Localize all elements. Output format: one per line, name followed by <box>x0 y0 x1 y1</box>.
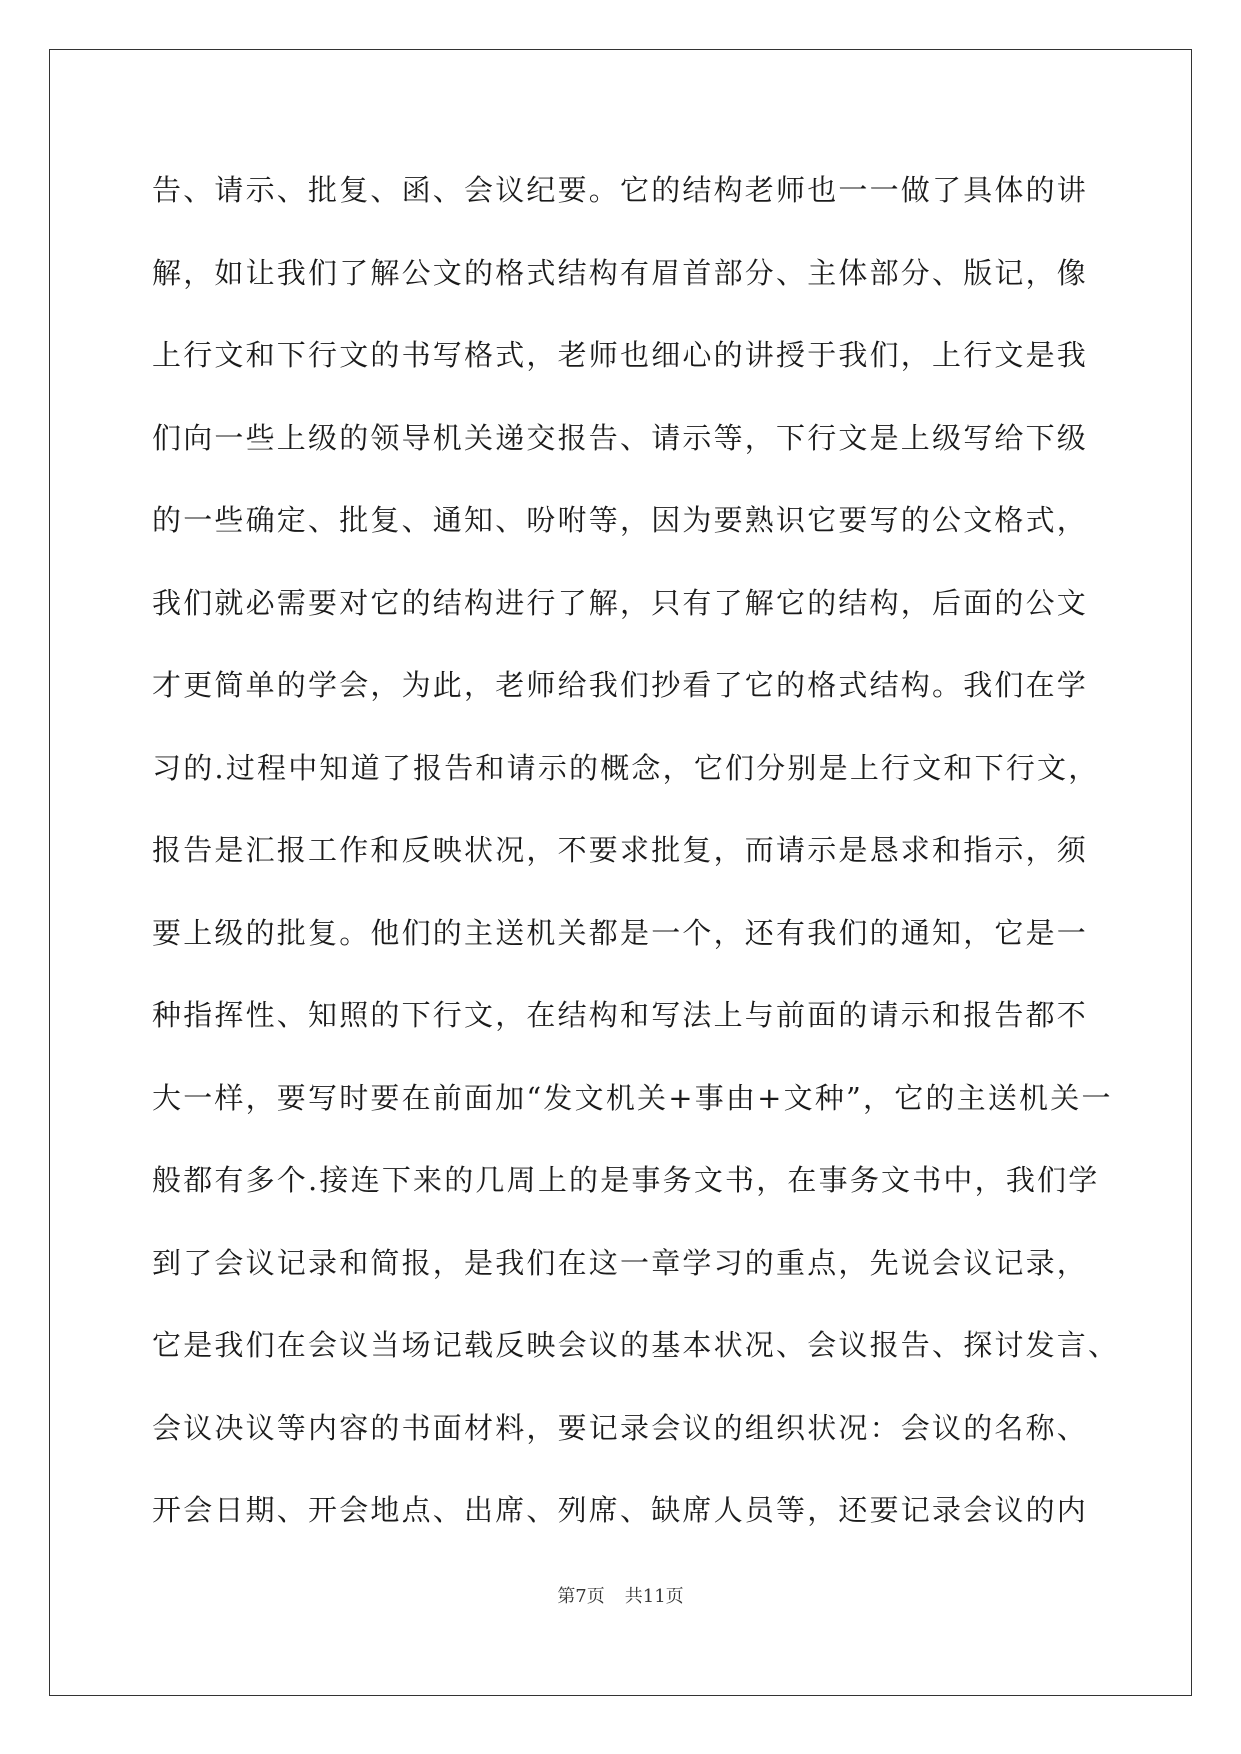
text-line: 上行文和下行文的书写格式，老师也细心的讲授于我们，上行文是我 <box>152 338 1089 372</box>
text-line: 开会日期、开会地点、出席、列席、缺席人员等，还要记录会议的内 <box>152 1493 1089 1527</box>
body-text <box>152 160 1120 1563</box>
text-line: 们向一些上级的领导机关递交报告、请示等，下行文是上级写给下级 <box>152 420 1089 455</box>
page-footer <box>0 1582 1241 1608</box>
text-line: 大一样，要写时要在前面加“发文机关+事由+文种”，它的主送机关一 <box>152 1080 1113 1115</box>
text-line: 解，如让我们了解公文的格式结构有眉首部分、主体部分、版记，像 <box>152 255 1089 290</box>
text-line: 报告是汇报工作和反映状况，不要求批复，而请示是恳求和指示，须 <box>152 833 1089 867</box>
text-line: 我们就必需要对它的结构进行了解，只有了解它的结构，后面的公文 <box>152 585 1089 620</box>
text-line: 到了会议记录和简报，是我们在这一章学习的重点，先说会议记录， <box>152 1245 1089 1280</box>
text-line: 才更简单的学会，为此，老师给我们抄看了它的格式结构。我们在学 <box>152 668 1089 702</box>
page-number-total: 共11页 <box>624 1586 684 1607</box>
text-line: 种指挥性、知照的下行文，在结构和写法上与前面的请示和报告都不 <box>152 998 1089 1032</box>
text-line: 要上级的批复。他们的主送机关都是一个，还有我们的通知，它是一 <box>152 915 1089 950</box>
text-line: 它是我们在会议当场记载反映会议的基本状况、会议报告、探讨发言、 <box>152 1328 1120 1362</box>
text-line: 的一些确定、批复、通知、吩咐等，因为要熟识它要写的公文格式， <box>152 503 1089 537</box>
text-line: 告、请示、批复、函、会议纪要。它的结构老师也一一做了具体的讲 <box>152 173 1089 207</box>
page-number-current: 第7页 <box>557 1586 605 1607</box>
text-line: 会议决议等内容的书面材料，要记录会议的组织状况：会议的名称、 <box>152 1410 1089 1445</box>
text-line: 习的.过程中知道了报告和请示的概念，它们分别是上行文和下行文， <box>152 750 1100 785</box>
text-line: 般都有多个.接连下来的几周上的是事务文书，在事务文书中，我们学 <box>152 1163 1100 1197</box>
